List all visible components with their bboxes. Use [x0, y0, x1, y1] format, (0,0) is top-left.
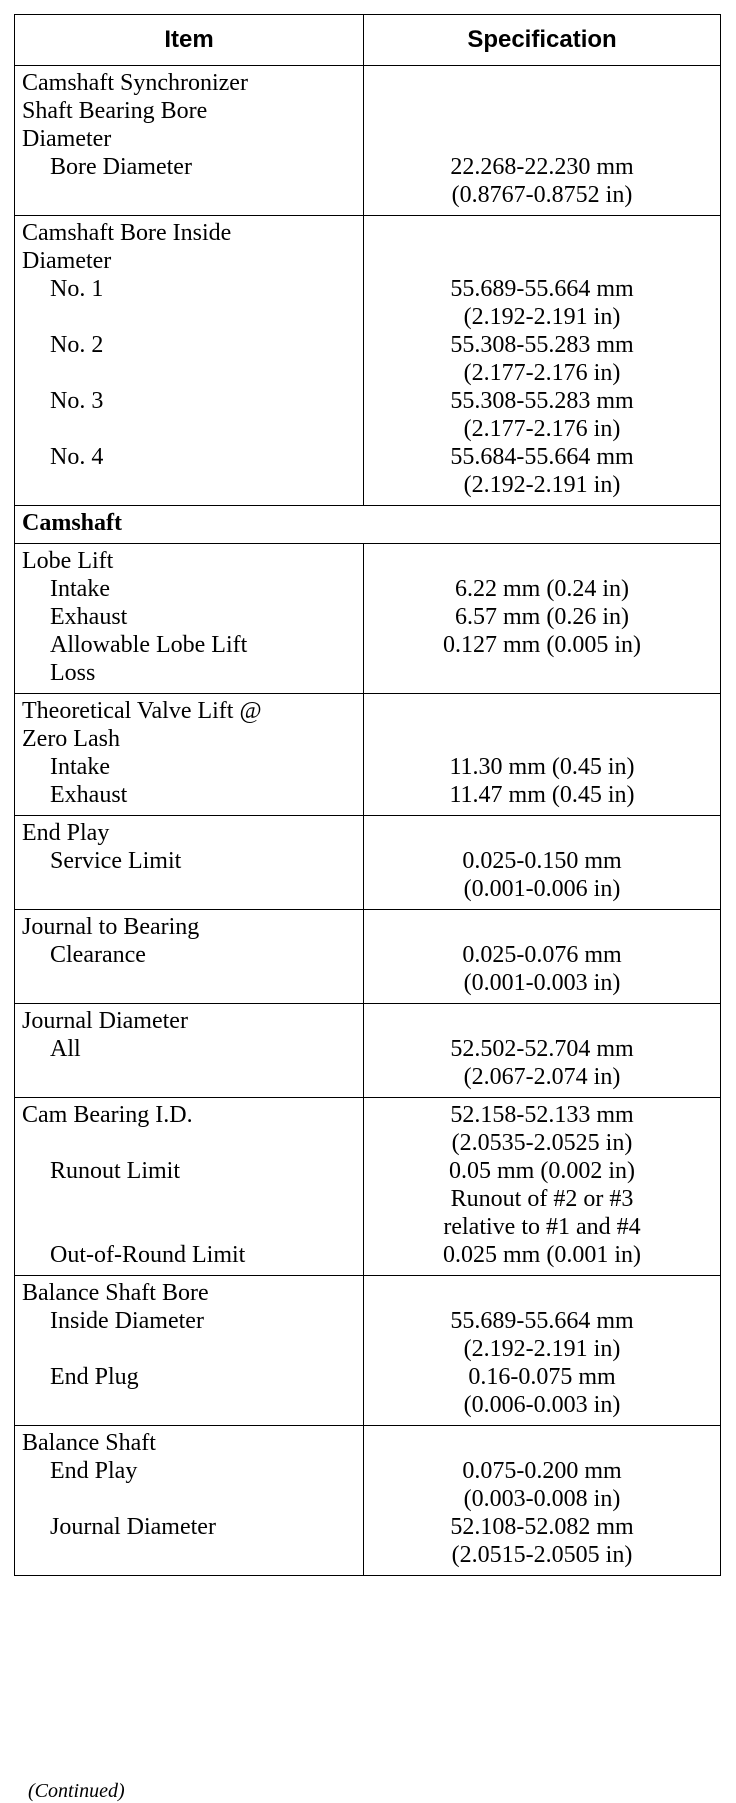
spec-value-line: 55.689-55.664 mm: [450, 276, 634, 302]
group-title-line: Balance Shaft: [22, 1430, 156, 1456]
group-title-line: Shaft Bearing Bore: [22, 98, 208, 124]
item-cell: [15, 816, 364, 910]
spec-value-line: 0.127 mm (0.005 in): [443, 632, 641, 658]
group-title-value-line: (2.0535-2.0525 in): [451, 1130, 633, 1156]
specification-cell: [364, 910, 721, 1004]
specification-cell: [364, 694, 721, 816]
item-cell: [15, 1426, 364, 1576]
item-sub-label: Clearance: [50, 942, 146, 968]
item-sub-label: Intake: [50, 754, 110, 780]
group-title-line: Cam Bearing I.D.: [22, 1102, 193, 1128]
specification-cell: [364, 1098, 721, 1276]
header-row: [15, 15, 721, 66]
continued-note: (Continued): [28, 1780, 125, 1802]
group-title-line: Balance Shaft Bore: [22, 1280, 209, 1306]
item-sub-label: Allowable Lobe Lift: [50, 632, 248, 658]
item-sub-label: End Play: [50, 1458, 138, 1484]
spec-value-line: 55.308-55.283 mm: [450, 388, 634, 414]
item-sub-label: Out-of-Round Limit: [50, 1242, 246, 1268]
item-sub-label: No. 2: [50, 332, 104, 358]
spec-value-line: (0.001-0.003 in): [463, 970, 621, 996]
group-title-line: Zero Lash: [22, 726, 120, 752]
specification-cell: [364, 66, 721, 216]
item-sub-label: All: [50, 1036, 81, 1062]
specification-cell: [364, 1426, 721, 1576]
item-column-header: Item: [15, 15, 364, 66]
item-cell: [15, 1098, 364, 1276]
group-title-line: Lobe Lift: [22, 548, 114, 574]
specification-column-header: Specification: [364, 15, 721, 66]
spec-value-line: (2.0515-2.0505 in): [451, 1542, 633, 1568]
item-sub-label: Journal Diameter: [50, 1514, 216, 1540]
specification-cell: [364, 816, 721, 910]
group-title-line: Camshaft Synchronizer: [22, 70, 248, 96]
section-heading: Camshaft: [15, 506, 721, 544]
spec-group-row: [15, 216, 721, 506]
item-sub-label: Runout Limit: [50, 1158, 181, 1184]
spec-value-line: 0.025-0.076 mm: [462, 942, 622, 968]
group-title-line: Diameter: [22, 126, 112, 152]
spec-value-line: relative to #1 and #4: [443, 1214, 641, 1240]
spec-group-row: [15, 544, 721, 694]
item-sub-label: Service Limit: [50, 848, 182, 874]
spec-value-line: (0.8767-0.8752 in): [451, 182, 633, 208]
item-sub-label: Bore Diameter: [50, 154, 192, 180]
spec-group-row: [15, 1004, 721, 1098]
spec-value-line: Runout of #2 or #3: [450, 1186, 634, 1212]
item-cell: [15, 216, 364, 506]
spec-value-line: 52.108-52.082 mm: [450, 1514, 634, 1540]
item-cell: [15, 544, 364, 694]
spec-group-row: [15, 1098, 721, 1276]
spec-value-line: (2.192-2.191 in): [463, 1336, 621, 1362]
specification-table: [14, 14, 721, 1576]
group-title-line: End Play: [22, 820, 110, 846]
item-sub-label: Exhaust: [50, 782, 128, 808]
specification-cell: [364, 1276, 721, 1426]
spec-value-line: 11.47 mm (0.45 in): [449, 782, 635, 808]
section-row: [15, 506, 721, 544]
item-sub-label: No. 3: [50, 388, 104, 414]
spec-value-line: 55.689-55.664 mm: [450, 1308, 634, 1334]
spec-value-line: 0.16-0.075 mm: [468, 1364, 616, 1390]
item-sub-label: Intake: [50, 576, 110, 602]
item-sub-label: End Plug: [50, 1364, 139, 1390]
spec-value-line: (2.177-2.176 in): [463, 416, 621, 442]
item-sub-label: No. 4: [50, 444, 104, 470]
group-title-value-line: 52.158-52.133 mm: [450, 1102, 634, 1128]
cropped-title-fragment: [14, 0, 574, 14]
spec-value-line: 11.30 mm (0.45 in): [449, 754, 635, 780]
specification-cell: [364, 544, 721, 694]
spec-value-line: (2.192-2.191 in): [463, 472, 621, 498]
spec-value-line: 22.268-22.230 mm: [450, 154, 634, 180]
spec-value-line: 52.502-52.704 mm: [450, 1036, 634, 1062]
spec-group-row: [15, 694, 721, 816]
item-sub-label: Exhaust: [50, 604, 128, 630]
group-title-line: Camshaft Bore Inside: [22, 220, 232, 246]
group-title-line: Theoretical Valve Lift @: [22, 698, 262, 724]
spec-group-row: [15, 1426, 721, 1576]
spec-value-line: 0.05 mm (0.002 in): [449, 1158, 635, 1184]
spec-value-line: (0.003-0.008 in): [463, 1486, 621, 1512]
spec-value-line: (2.067-2.074 in): [463, 1064, 621, 1090]
specification-cell: [364, 1004, 721, 1098]
item-cell: [15, 910, 364, 1004]
spec-group-row: [15, 66, 721, 216]
item-cell: [15, 694, 364, 816]
spec-group-row: [15, 816, 721, 910]
item-sub-label: No. 1: [50, 276, 104, 302]
spec-value-line: 6.22 mm (0.24 in): [455, 576, 629, 602]
spec-value-line: 6.57 mm (0.26 in): [455, 604, 629, 630]
item-sub-label: Inside Diameter: [50, 1308, 204, 1334]
group-title-line: Journal Diameter: [22, 1008, 188, 1034]
spec-value-line: 55.308-55.283 mm: [450, 332, 634, 358]
spec-value-line: 0.025 mm (0.001 in): [443, 1242, 641, 1268]
item-cell: [15, 1276, 364, 1426]
item-cell: [15, 66, 364, 216]
spec-value-line: (0.001-0.006 in): [463, 876, 621, 902]
specification-cell: [364, 216, 721, 506]
spec-value-line: 0.075-0.200 mm: [462, 1458, 622, 1484]
item-cell: [15, 1004, 364, 1098]
item-sub-label: Loss: [50, 660, 96, 686]
group-title-line: Journal to Bearing: [22, 914, 200, 940]
spec-value-line: 55.684-55.664 mm: [450, 444, 634, 470]
spec-value-line: 0.025-0.150 mm: [462, 848, 622, 874]
spec-table-body: [15, 66, 721, 1576]
spec-group-row: [15, 1276, 721, 1426]
spec-value-line: (2.177-2.176 in): [463, 360, 621, 386]
spec-group-row: [15, 910, 721, 1004]
spec-value-line: (2.192-2.191 in): [463, 304, 621, 330]
group-title-line: Diameter: [22, 248, 112, 274]
spec-value-line: (0.006-0.003 in): [463, 1392, 621, 1418]
